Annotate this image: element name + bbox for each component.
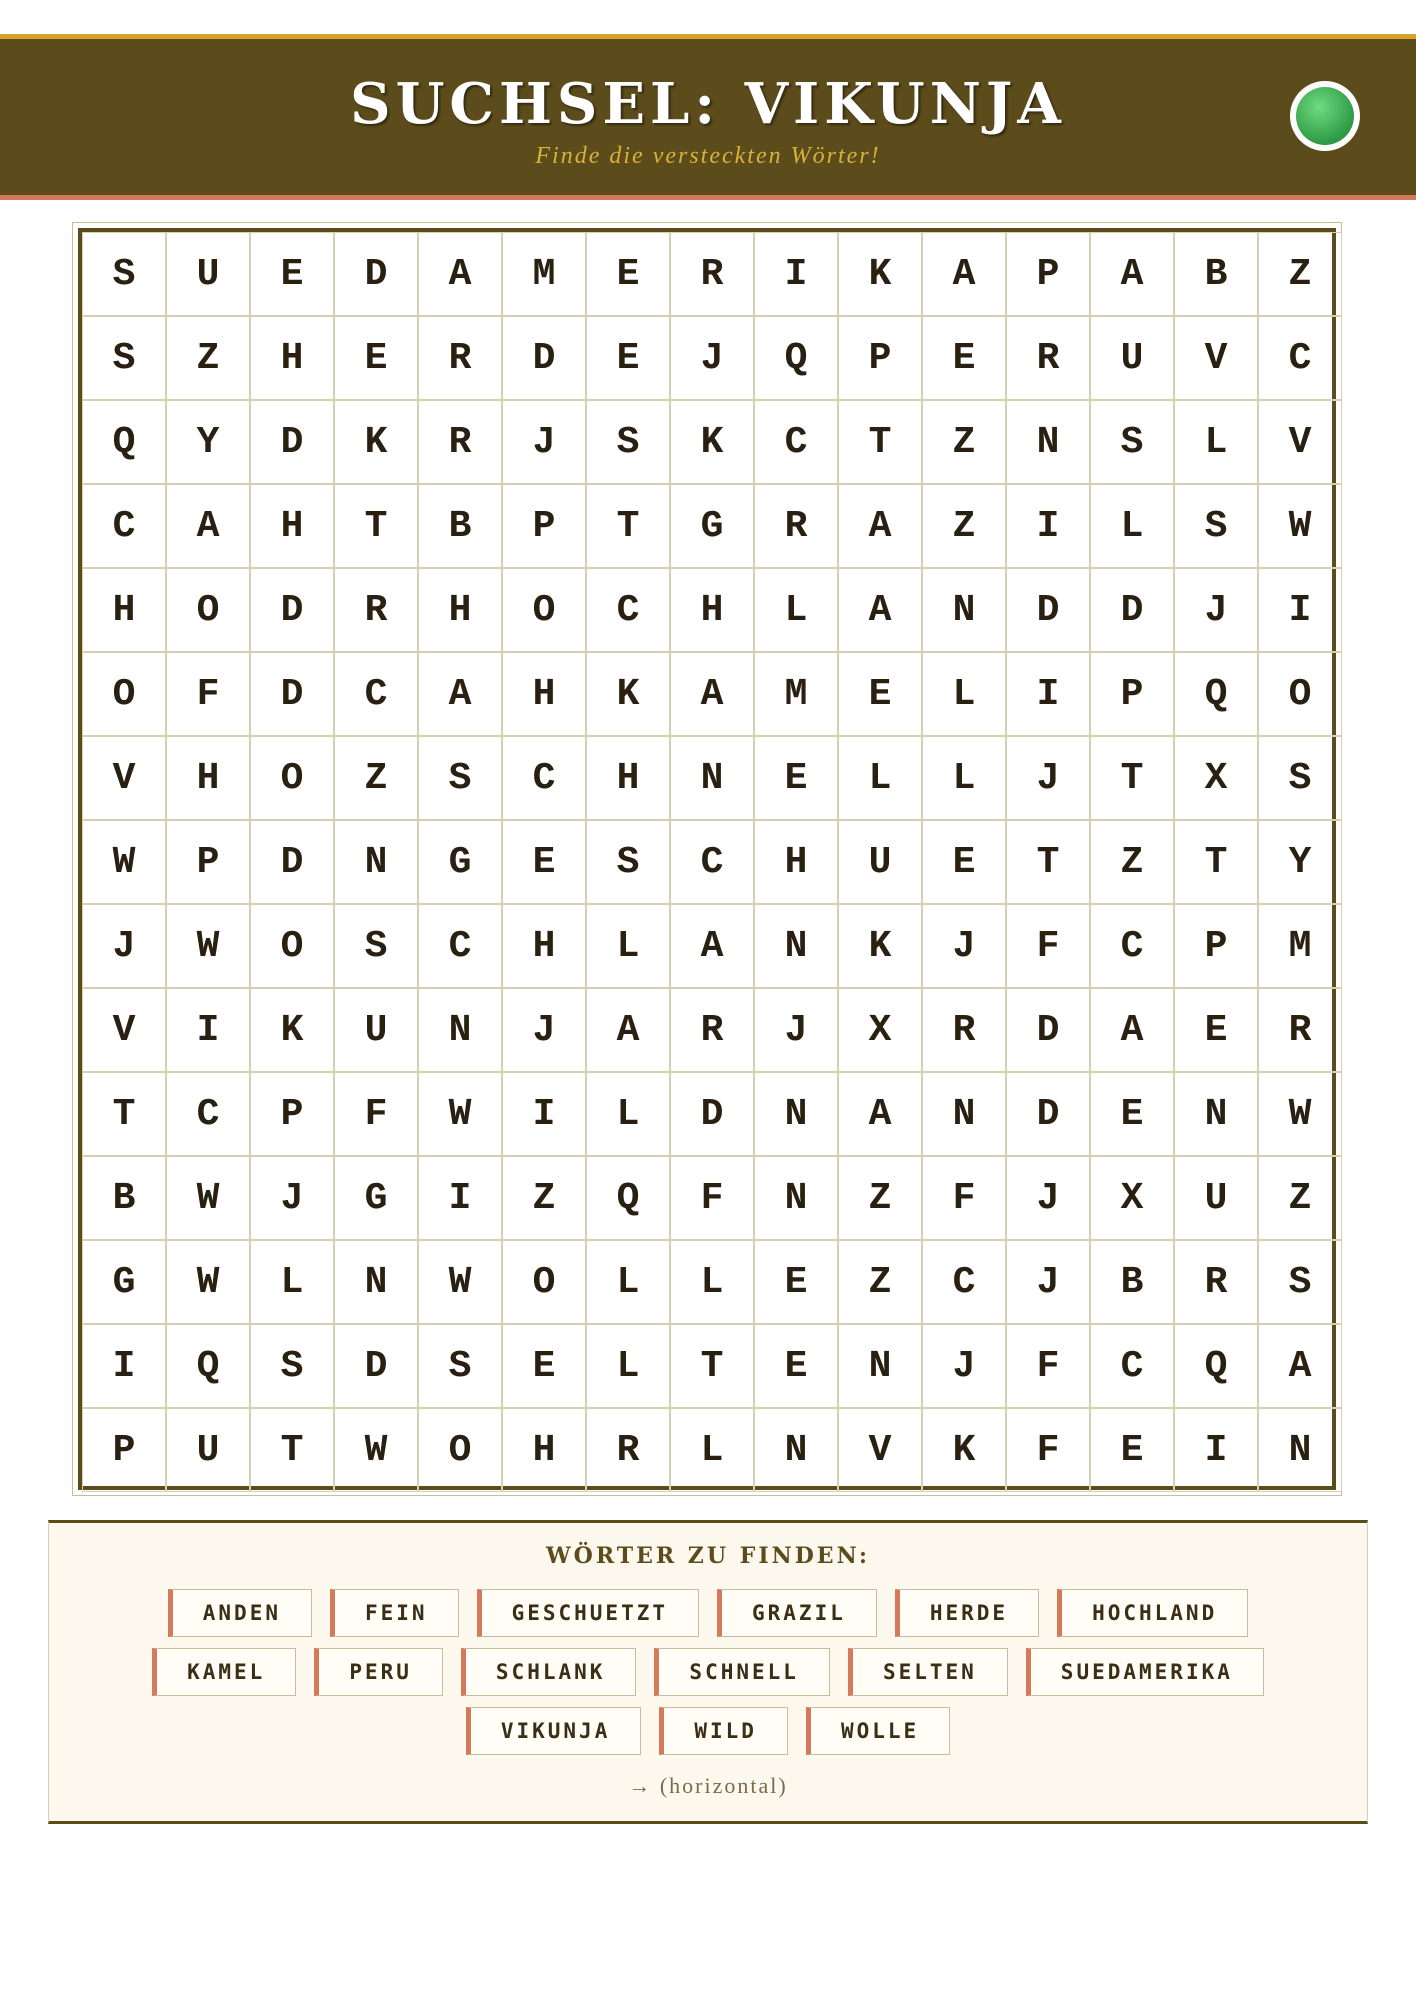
grid-cell[interactable]: L — [586, 1324, 670, 1408]
grid-cell[interactable]: N — [1258, 1408, 1342, 1492]
word-tag[interactable]: GRAZIL — [717, 1589, 877, 1637]
grid-cell[interactable]: O — [502, 1240, 586, 1324]
grid-cell[interactable]: D — [1006, 988, 1090, 1072]
grid-cell[interactable]: E — [922, 820, 1006, 904]
grid-cell[interactable]: N — [838, 1324, 922, 1408]
grid-cell[interactable]: R — [922, 988, 1006, 1072]
grid-cell[interactable]: D — [250, 652, 334, 736]
grid-cell[interactable]: K — [334, 400, 418, 484]
grid-cell[interactable]: H — [250, 316, 334, 400]
grid-cell[interactable]: U — [166, 1408, 250, 1492]
grid-cell[interactable]: N — [1174, 1072, 1258, 1156]
grid-cell[interactable]: Q — [754, 316, 838, 400]
word-list — [49, 1589, 1367, 1766]
grid-cell[interactable]: N — [754, 1156, 838, 1240]
grid-cell[interactable]: F — [922, 1156, 1006, 1240]
grid-cell[interactable]: V — [82, 988, 166, 1072]
grid-cell[interactable]: L — [1090, 484, 1174, 568]
grid-cell[interactable]: H — [82, 568, 166, 652]
grid-cell[interactable]: U — [838, 820, 922, 904]
grid-cell[interactable]: N — [670, 736, 754, 820]
grid-cell[interactable]: U — [166, 232, 250, 316]
grid-cell[interactable]: K — [922, 1408, 1006, 1492]
grid-cell[interactable]: N — [922, 1072, 1006, 1156]
grid-cell[interactable]: A — [838, 484, 922, 568]
grid-cell[interactable]: X — [838, 988, 922, 1072]
grid-cell[interactable]: L — [586, 904, 670, 988]
grid-cell[interactable]: O — [82, 652, 166, 736]
grid-cell[interactable]: M — [502, 232, 586, 316]
grid-cell[interactable]: C — [418, 904, 502, 988]
grid-cell[interactable]: J — [1006, 736, 1090, 820]
grid-cell[interactable]: N — [922, 568, 1006, 652]
grid-cell[interactable]: R — [1006, 316, 1090, 400]
grid-cell[interactable]: E — [922, 316, 1006, 400]
grid-cell[interactable]: N — [754, 904, 838, 988]
word-tag[interactable]: SCHNELL — [654, 1648, 830, 1696]
grid-cell[interactable]: D — [250, 820, 334, 904]
grid-cell[interactable]: O — [418, 1408, 502, 1492]
grid-cell[interactable]: V — [838, 1408, 922, 1492]
grid-cell[interactable]: T — [670, 1324, 754, 1408]
grid-cell[interactable]: J — [502, 400, 586, 484]
grid-cell[interactable]: S — [82, 316, 166, 400]
grid-cell[interactable]: D — [1090, 568, 1174, 652]
grid-cell[interactable]: X — [1090, 1156, 1174, 1240]
grid-cell[interactable]: T — [250, 1408, 334, 1492]
grid-cell[interactable]: K — [838, 232, 922, 316]
grid-cell[interactable]: G — [82, 1240, 166, 1324]
grid-cell[interactable]: E — [838, 652, 922, 736]
grid-cell[interactable]: T — [1090, 736, 1174, 820]
grid-cell[interactable]: L — [670, 1240, 754, 1324]
grid-cell[interactable]: H — [586, 736, 670, 820]
grid-cell[interactable]: C — [82, 484, 166, 568]
grid-cell[interactable]: R — [418, 316, 502, 400]
grid-cell[interactable]: J — [1006, 1156, 1090, 1240]
grid-cell[interactable]: D — [1006, 1072, 1090, 1156]
grid-cell[interactable]: Z — [502, 1156, 586, 1240]
grid-cell[interactable]: K — [670, 400, 754, 484]
word-tag[interactable]: SCHLANK — [461, 1648, 637, 1696]
grid-cell[interactable]: I — [1174, 1408, 1258, 1492]
word-tag[interactable]: HERDE — [895, 1589, 1039, 1637]
grid-cell[interactable]: Q — [1174, 1324, 1258, 1408]
grid-cell[interactable]: E — [754, 1324, 838, 1408]
word-tag[interactable]: VIKUNJA — [466, 1707, 642, 1755]
grid-cell[interactable]: U — [1174, 1156, 1258, 1240]
grid-cell[interactable]: S — [586, 820, 670, 904]
grid-cell[interactable]: T — [1006, 820, 1090, 904]
grid-cell[interactable]: F — [1006, 904, 1090, 988]
grid-cell[interactable]: S — [1174, 484, 1258, 568]
grid-cell[interactable]: J — [670, 316, 754, 400]
grid-cell[interactable]: R — [418, 400, 502, 484]
grid-cell[interactable]: S — [250, 1324, 334, 1408]
grid-cell[interactable]: Z — [1258, 232, 1342, 316]
grid-cell[interactable]: T — [334, 484, 418, 568]
grid-cell[interactable]: E — [334, 316, 418, 400]
header-banner — [0, 34, 1416, 200]
grid-cell[interactable]: O — [166, 568, 250, 652]
grid-cell[interactable]: L — [586, 1072, 670, 1156]
word-tag[interactable]: GESCHUETZT — [477, 1589, 699, 1637]
grid-cell[interactable]: I — [418, 1156, 502, 1240]
grid-cell[interactable]: N — [334, 820, 418, 904]
grid-cell[interactable]: L — [250, 1240, 334, 1324]
grid-cell[interactable]: E — [502, 1324, 586, 1408]
grid-cell[interactable]: J — [1006, 1240, 1090, 1324]
grid-cell[interactable]: D — [250, 568, 334, 652]
direction-legend: → (horizontal) — [628, 1773, 788, 1798]
grid-cell[interactable]: H — [502, 904, 586, 988]
grid-cell[interactable]: C — [670, 820, 754, 904]
grid-cell[interactable]: P — [1174, 904, 1258, 988]
grid-cell[interactable]: R — [670, 232, 754, 316]
grid-cell[interactable]: C — [922, 1240, 1006, 1324]
grid-cell[interactable]: C — [586, 568, 670, 652]
word-list-row — [49, 1589, 1367, 1637]
grid-cell[interactable]: Z — [166, 316, 250, 400]
grid-cell[interactable]: S — [1258, 736, 1342, 820]
grid-cell[interactable]: Z — [922, 400, 1006, 484]
grid-cell[interactable]: A — [418, 232, 502, 316]
grid-cell[interactable]: I — [82, 1324, 166, 1408]
grid-cell[interactable]: P — [1090, 652, 1174, 736]
grid-cell[interactable]: J — [502, 988, 586, 1072]
grid-cell[interactable]: W — [166, 904, 250, 988]
grid-cell[interactable]: I — [166, 988, 250, 1072]
grid-cell[interactable]: W — [418, 1072, 502, 1156]
grid-cell[interactable]: F — [1006, 1408, 1090, 1492]
grid-cell[interactable]: C — [1090, 1324, 1174, 1408]
grid-cell[interactable]: O — [250, 904, 334, 988]
grid-cell[interactable]: W — [1258, 484, 1342, 568]
word-tag[interactable]: KAMEL — [152, 1648, 296, 1696]
grid-cell[interactable]: G — [670, 484, 754, 568]
grid-cell[interactable]: Z — [334, 736, 418, 820]
word-tag[interactable]: FEIN — [330, 1589, 459, 1637]
status-indicator-icon — [1290, 81, 1360, 151]
grid-cell[interactable]: S — [418, 1324, 502, 1408]
grid-cell[interactable]: A — [418, 652, 502, 736]
grid-cell[interactable]: H — [166, 736, 250, 820]
letter-grid — [82, 232, 1342, 1492]
grid-cell[interactable]: R — [670, 988, 754, 1072]
grid-cell[interactable]: A — [1258, 1324, 1342, 1408]
grid-cell[interactable]: U — [1090, 316, 1174, 400]
grid-cell[interactable]: R — [1258, 988, 1342, 1072]
grid-cell[interactable]: S — [418, 736, 502, 820]
grid-cell[interactable]: W — [166, 1156, 250, 1240]
grid-cell[interactable]: A — [838, 1072, 922, 1156]
grid-cell[interactable]: A — [838, 568, 922, 652]
grid-cell[interactable]: L — [670, 1408, 754, 1492]
grid-cell[interactable]: C — [1090, 904, 1174, 988]
grid-cell[interactable]: I — [1006, 484, 1090, 568]
grid-cell[interactable]: B — [82, 1156, 166, 1240]
grid-cell[interactable]: D — [670, 1072, 754, 1156]
grid-cell[interactable]: J — [1174, 568, 1258, 652]
grid-cell[interactable]: W — [82, 820, 166, 904]
grid-cell[interactable]: E — [754, 1240, 838, 1324]
grid-cell[interactable]: P — [250, 1072, 334, 1156]
grid-cell[interactable]: N — [334, 1240, 418, 1324]
grid-cell[interactable]: A — [166, 484, 250, 568]
grid-cell[interactable]: T — [82, 1072, 166, 1156]
grid-cell[interactable]: C — [1258, 316, 1342, 400]
grid-cell[interactable]: J — [250, 1156, 334, 1240]
grid-cell[interactable]: N — [418, 988, 502, 1072]
grid-cell[interactable]: W — [334, 1408, 418, 1492]
grid-cell[interactable]: D — [502, 316, 586, 400]
word-tag[interactable]: SUEDAMERIKA — [1026, 1648, 1264, 1696]
grid-cell[interactable]: Q — [1174, 652, 1258, 736]
grid-cell[interactable]: T — [838, 400, 922, 484]
grid-cell[interactable]: L — [754, 568, 838, 652]
grid-cell[interactable]: M — [754, 652, 838, 736]
word-tag[interactable]: WOLLE — [806, 1707, 950, 1755]
grid-cell[interactable]: G — [418, 820, 502, 904]
grid-cell[interactable]: B — [1090, 1240, 1174, 1324]
grid-cell[interactable]: I — [1258, 568, 1342, 652]
grid-cell[interactable]: Z — [1090, 820, 1174, 904]
grid-cell[interactable]: N — [1006, 400, 1090, 484]
word-tag[interactable]: SELTEN — [848, 1648, 1008, 1696]
grid-cell[interactable]: P — [166, 820, 250, 904]
grid-cell[interactable]: A — [922, 232, 1006, 316]
page-title: SUCHSEL: VIKUNJA — [350, 71, 1066, 137]
grid-cell[interactable]: E — [1090, 1072, 1174, 1156]
grid-cell[interactable]: A — [586, 988, 670, 1072]
grid-cell[interactable]: P — [838, 316, 922, 400]
grid-cell[interactable]: F — [166, 652, 250, 736]
grid-cell[interactable]: T — [1174, 820, 1258, 904]
grid-cell[interactable]: E — [1090, 1408, 1174, 1492]
grid-cell[interactable]: S — [82, 232, 166, 316]
grid-cell[interactable]: E — [586, 232, 670, 316]
grid-cell[interactable]: W — [166, 1240, 250, 1324]
grid-cell[interactable]: H — [418, 568, 502, 652]
grid-cell[interactable]: R — [754, 484, 838, 568]
grid-cell[interactable]: Z — [922, 484, 1006, 568]
grid-cell[interactable]: S — [1258, 1240, 1342, 1324]
grid-cell[interactable]: L — [838, 736, 922, 820]
grid-cell[interactable]: M — [1258, 904, 1342, 988]
grid-cell[interactable]: Y — [1258, 820, 1342, 904]
grid-cell[interactable]: V — [82, 736, 166, 820]
grid-cell[interactable]: S — [334, 904, 418, 988]
grid-cell[interactable]: G — [334, 1156, 418, 1240]
grid-cell[interactable]: H — [250, 484, 334, 568]
grid-cell[interactable]: F — [1006, 1324, 1090, 1408]
grid-cell[interactable]: S — [1090, 400, 1174, 484]
grid-cell[interactable]: A — [1090, 988, 1174, 1072]
grid-cell[interactable]: E — [502, 820, 586, 904]
grid-cell[interactable]: R — [334, 568, 418, 652]
grid-cell[interactable]: J — [922, 1324, 1006, 1408]
grid-cell[interactable]: E — [586, 316, 670, 400]
grid-cell[interactable]: E — [250, 232, 334, 316]
grid-cell[interactable]: H — [670, 568, 754, 652]
grid-cell[interactable]: Z — [838, 1240, 922, 1324]
grid-cell[interactable]: O — [250, 736, 334, 820]
grid-cell[interactable]: B — [1174, 232, 1258, 316]
grid-cell[interactable]: Z — [838, 1156, 922, 1240]
grid-cell[interactable]: F — [334, 1072, 418, 1156]
grid-cell[interactable]: Q — [586, 1156, 670, 1240]
grid-cell[interactable]: N — [754, 1072, 838, 1156]
grid-cell[interactable]: D — [334, 232, 418, 316]
grid-cell[interactable]: A — [670, 652, 754, 736]
grid-cell[interactable]: F — [670, 1156, 754, 1240]
grid-cell[interactable]: V — [1174, 316, 1258, 400]
grid-cell[interactable]: B — [418, 484, 502, 568]
grid-cell[interactable]: C — [754, 400, 838, 484]
grid-cell[interactable]: C — [334, 652, 418, 736]
grid-cell[interactable]: L — [922, 652, 1006, 736]
word-list-row — [49, 1707, 1367, 1755]
grid-cell[interactable]: K — [586, 652, 670, 736]
grid-cell[interactable]: E — [754, 736, 838, 820]
page-subtitle: Finde die versteckten Wörter! — [535, 143, 881, 169]
grid-cell[interactable]: W — [1258, 1072, 1342, 1156]
grid-cell[interactable]: P — [82, 1408, 166, 1492]
grid-cell[interactable]: A — [1090, 232, 1174, 316]
grid-cell[interactable]: O — [502, 568, 586, 652]
word-tag[interactable]: WILD — [659, 1707, 788, 1755]
grid-cell[interactable]: C — [502, 736, 586, 820]
grid-cell[interactable]: J — [754, 988, 838, 1072]
grid-cell[interactable]: H — [502, 1408, 586, 1492]
grid-cell[interactable]: U — [334, 988, 418, 1072]
word-list-panel — [48, 1520, 1368, 1824]
word-tag[interactable]: ANDEN — [168, 1589, 312, 1637]
grid-cell[interactable]: X — [1174, 736, 1258, 820]
grid-cell[interactable]: I — [502, 1072, 586, 1156]
grid-cell[interactable]: D — [250, 400, 334, 484]
word-tag[interactable]: PERU — [314, 1648, 443, 1696]
grid-cell[interactable]: W — [418, 1240, 502, 1324]
word-list-row — [49, 1648, 1367, 1696]
grid-cell[interactable]: D — [1006, 568, 1090, 652]
word-list-title: WÖRTER ZU FINDEN: — [545, 1543, 871, 1569]
grid-cell[interactable]: V — [1258, 400, 1342, 484]
grid-cell[interactable]: S — [586, 400, 670, 484]
grid-cell[interactable]: T — [586, 484, 670, 568]
grid-cell[interactable]: J — [82, 904, 166, 988]
grid-cell[interactable]: H — [754, 820, 838, 904]
grid-cell[interactable]: K — [838, 904, 922, 988]
grid-cell[interactable]: D — [334, 1324, 418, 1408]
grid-cell[interactable]: K — [250, 988, 334, 1072]
grid-cell[interactable]: N — [754, 1408, 838, 1492]
grid-cell[interactable]: I — [754, 232, 838, 316]
grid-cell[interactable]: I — [1006, 652, 1090, 736]
word-tag[interactable]: HOCHLAND — [1057, 1589, 1248, 1637]
grid-cell[interactable]: Q — [82, 400, 166, 484]
grid-cell[interactable]: H — [502, 652, 586, 736]
grid-cell[interactable]: P — [502, 484, 586, 568]
grid-cell[interactable]: L — [586, 1240, 670, 1324]
grid-cell[interactable]: O — [1258, 652, 1342, 736]
grid-cell[interactable]: C — [166, 1072, 250, 1156]
grid-cell[interactable]: Q — [166, 1324, 250, 1408]
grid-cell[interactable]: E — [1174, 988, 1258, 1072]
grid-cell[interactable]: A — [670, 904, 754, 988]
grid-cell[interactable]: Z — [1258, 1156, 1342, 1240]
grid-cell[interactable]: L — [922, 736, 1006, 820]
grid-cell[interactable]: P — [1006, 232, 1090, 316]
grid-cell[interactable]: R — [1174, 1240, 1258, 1324]
grid-cell[interactable]: L — [1174, 400, 1258, 484]
grid-cell[interactable]: Y — [166, 400, 250, 484]
grid-cell[interactable]: R — [586, 1408, 670, 1492]
grid-cell[interactable]: J — [922, 904, 1006, 988]
